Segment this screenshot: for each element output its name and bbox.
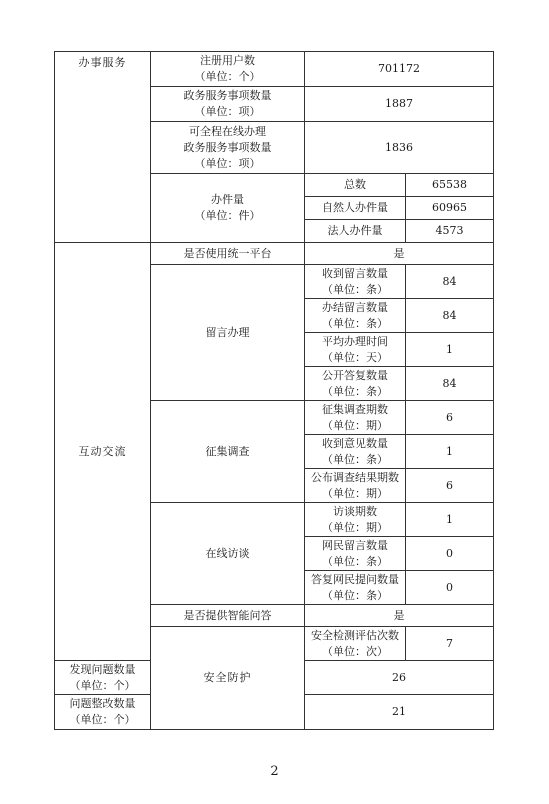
- value-online-items: 1836: [305, 122, 494, 174]
- row-label-unified-platform: 是否使用统一平台: [151, 243, 305, 265]
- value-answered-questions: 0: [406, 571, 494, 605]
- value-unified-platform: 是: [305, 243, 494, 265]
- section-title-interaction: 互动交流: [55, 243, 151, 661]
- value-public-replies: 84: [406, 367, 494, 401]
- value-survey-results: 6: [406, 469, 494, 503]
- section-title-service: 办事服务: [55, 52, 151, 243]
- sub-label-interview-periods: 访谈期数 （单位：期）: [305, 503, 406, 537]
- row-label-online-items: 可全程在线办理 政务服务事项数量 （单位：项）: [151, 122, 305, 174]
- value-cases-legal: 4573: [406, 220, 494, 243]
- sub-label-resolved-messages: 办结留言数量 （单位：条）: [305, 299, 406, 333]
- value-cases-total: 65538: [406, 174, 494, 197]
- sub-label-avg-time: 平均办理时间 （单位：天）: [305, 333, 406, 367]
- group-label-interview: 在线访谈: [151, 503, 305, 605]
- sub-label-public-replies: 公开答复数量 （单位：条）: [305, 367, 406, 401]
- group-label-survey: 征集调查: [151, 401, 305, 503]
- value-cases-natural: 60965: [406, 197, 494, 220]
- value-interview-periods: 1: [406, 503, 494, 537]
- row-label-issues-found: 发现问题数量 （单位：个）: [55, 661, 151, 695]
- value-survey-periods: 6: [406, 401, 494, 435]
- page-number: 2: [270, 764, 279, 779]
- row-label-smart-qa: 是否提供智能问答: [151, 605, 305, 627]
- sub-label-cases-legal: 法人办件量: [305, 220, 406, 243]
- sub-label-survey-opinions: 收到意见数量 （单位：条）: [305, 435, 406, 469]
- value-survey-opinions: 1: [406, 435, 494, 469]
- table-row: [55, 52, 494, 87]
- group-label-messages: 留言办理: [151, 265, 305, 401]
- section-title-security: 安全防护: [151, 627, 305, 730]
- sub-label-received-messages: 收到留言数量 （单位：条）: [305, 265, 406, 299]
- row-label-service-items: 政务服务事项数量 （单位：项）: [151, 87, 305, 122]
- value-issues-fixed: 21: [305, 695, 494, 730]
- value-issues-found: 26: [305, 661, 494, 695]
- value-smart-qa: 是: [305, 605, 494, 627]
- row-label-cases: 办件量 （单位：件）: [151, 174, 305, 243]
- sub-label-cases-total: 总数: [305, 174, 406, 197]
- value-service-items: 1887: [305, 87, 494, 122]
- value-received-messages: 84: [406, 265, 494, 299]
- statistics-table: [54, 51, 494, 730]
- table-row: [55, 243, 494, 265]
- sub-label-survey-periods: 征集调查期数 （单位：期）: [305, 401, 406, 435]
- sub-label-cases-natural: 自然人办件量: [305, 197, 406, 220]
- row-label-registered-users: 注册用户数 （单位：个）: [151, 52, 305, 87]
- sub-label-survey-results: 公布调查结果期数 （单位：期）: [305, 469, 406, 503]
- value-netizen-messages: 0: [406, 537, 494, 571]
- value-resolved-messages: 84: [406, 299, 494, 333]
- sub-label-netizen-messages: 网民留言数量 （单位：条）: [305, 537, 406, 571]
- row-label-evaluations: 安全检测评估次数 （单位：次）: [305, 627, 406, 661]
- value-avg-time: 1: [406, 333, 494, 367]
- value-registered-users: 701172: [305, 52, 494, 87]
- value-evaluations: 7: [406, 627, 494, 661]
- row-label-issues-fixed: 问题整改数量 （单位：个）: [55, 695, 151, 730]
- sub-label-answered-questions: 答复网民提问数量 （单位：条）: [305, 571, 406, 605]
